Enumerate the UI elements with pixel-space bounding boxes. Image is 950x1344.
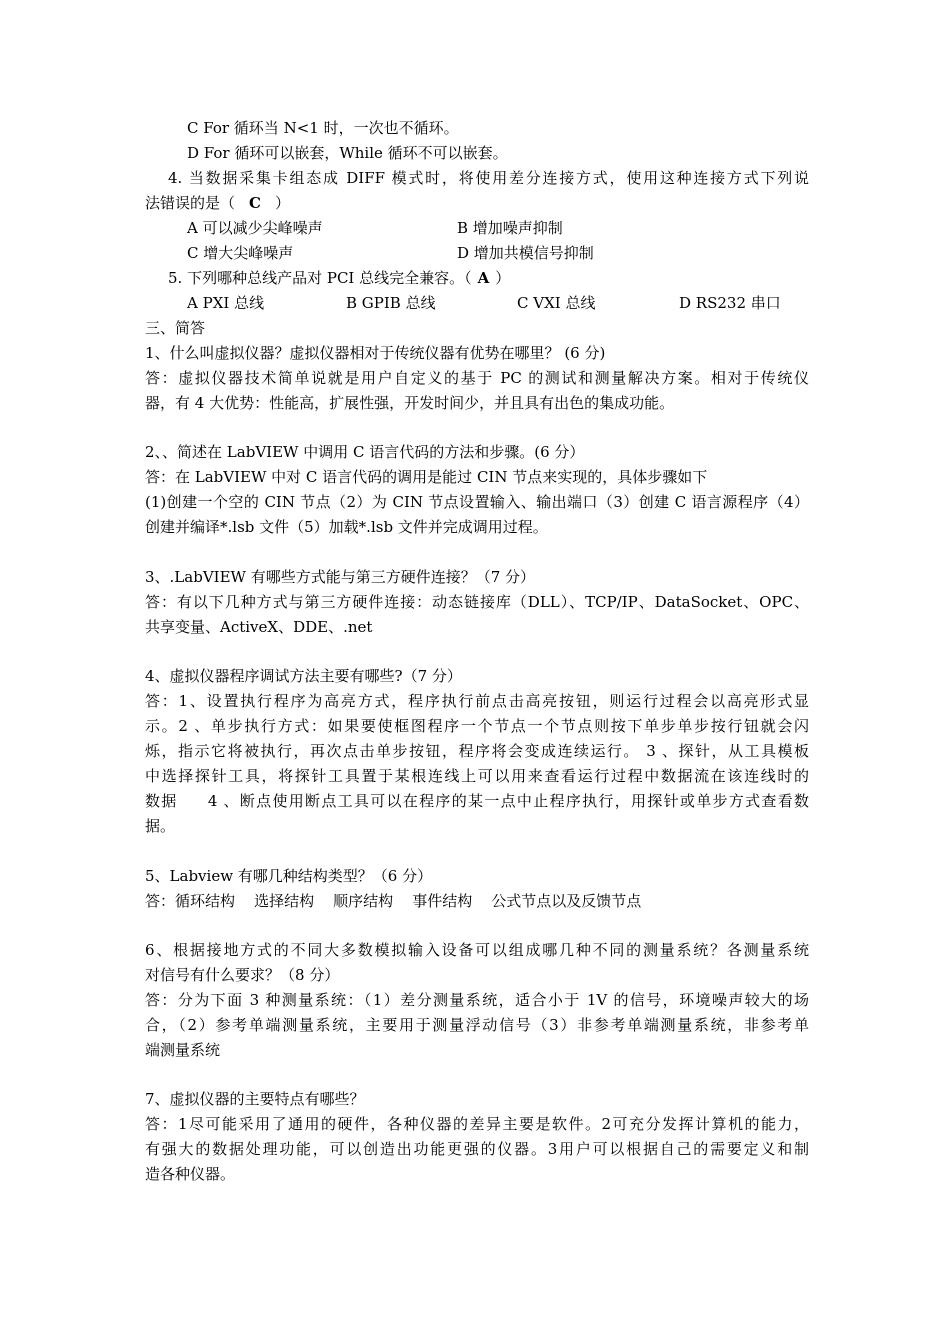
sa6-answer-line1: 答：分为下面 3 种测量系统：（1）差分测量系统，适合小于 1V 的信号，环境噪声较大的场 (145, 991, 809, 1009)
q4-stem-pre: 法错误的是（ (145, 194, 236, 212)
sa3-answer-line1: 答：有以下几种方式与第三方硬件连接：动态链接库（DLL）、TCP/IP、DataSocket、OPC、 (145, 593, 809, 611)
section3-title: 三、简答 (145, 319, 206, 337)
sa7-question: 7、虚拟仪器的主要特点有哪些？ (145, 1090, 365, 1108)
q5-option-d: D RS232 串口 (679, 294, 781, 312)
q5-stem (168, 268, 832, 288)
q5-option-c: C VXI 总线 (517, 294, 596, 312)
sa6-question-line2: 对信号有什么要求？（8 分） (145, 966, 340, 984)
q4-option-b: B 增加噪声抑制 (457, 219, 563, 237)
q3-option-d: D For 循环可以嵌套，While 循环不可以嵌套。 (187, 144, 508, 162)
q3-option-c: C For 循环当 N<1 时，一次也不循环。 (187, 119, 459, 137)
sa2-answer-line1: 答：在 LabVIEW 中对 C 语言代码的调用是能过 CIN 节点来实现的，具体步骤如下 (145, 468, 708, 486)
sa2-answer-line3: 创建并编译*.lsb 文件（5）加载*.lsb 文件并完成调用过程。 (145, 518, 548, 536)
sa4-question: 4、虚拟仪器程序调试方法主要有哪些?（7 分） (145, 667, 462, 685)
q5-stem-pre: 5. 下列哪种总线产品对 PCI 总线完全兼容。（ (168, 269, 472, 287)
q4-stem-line1: 4. 当数据采集卡组态成 DIFF 模式时，将使用差分连接方式，使用这种连接方式下列说 (168, 169, 809, 187)
sa7-answer-line3: 造各种仪器。 (145, 1165, 236, 1183)
sa2-question: 2、、简述在 LabVIEW 中调用 C 语言代码的方法和步骤。(6 分） (145, 443, 585, 461)
sa6-answer-line3: 端测量系统 (145, 1041, 221, 1059)
q5-option-b: B GPIB 总线 (346, 294, 436, 312)
q5-option-a: A PXI 总线 (187, 294, 265, 312)
sa4-answer-line5: 数据 4 、断点使用断点工具可以在程序的某一点中止程序执行，用探针或单步方式查看数 (145, 792, 809, 810)
sa5-answer-line1: 答：循环结构 选择结构 顺序结构 事件结构 公式节点以及反馈节点 (145, 892, 642, 910)
sa6-question-line1: 6、根据接地方式的不同大多数模拟输入设备可以组成哪几种不同的测量系统？各测量系统 (145, 941, 809, 959)
q4-option-a: A 可以减少尖峰噪声 (187, 219, 323, 237)
sa4-answer-line4: 中选择探针工具，将探针工具置于某根连线上可以用来查看运行过程中数据流在该连线时的 (145, 767, 809, 785)
sa4-answer-line6: 据。 (145, 817, 176, 835)
sa4-answer-line3: 烁，指示它将被执行，再次点击单步按钮，程序将会变成连续运行。 3 、探针，从工具模板 (145, 742, 809, 760)
sa5-question: 5、Labview 有哪几种结构类型？（6 分） (145, 867, 433, 885)
q4-option-c: C 增大尖峰噪声 (187, 244, 294, 262)
q5-stem-post: ） (495, 269, 511, 287)
sa7-answer-line1: 答：1尽可能采用了通用的硬件，各种仪器的差异主要是软件。2可充分发挥计算机的能力， (145, 1115, 809, 1133)
q4-stem-line2 (145, 193, 809, 213)
sa1-answer-line1: 答：虚拟仪器技术简单说就是用户自定义的基于 PC 的测试和测量解决方案。相对于传统仪 (145, 369, 809, 387)
sa7-answer-line2: 有强大的数据处理功能，可以创造出功能更强的仪器。3用户可以根据自己的需要定义和制 (145, 1140, 809, 1158)
sa2-answer-line2: (1)创建一个空的 CIN 节点（2）为 CIN 节点设置输入、输出端口（3）创建 C 语言源程序（4） (145, 493, 809, 511)
sa1-answer-line2: 器，有 4 大优势：性能高，扩展性强，开发时间少，并且具有出色的集成功能。 (145, 394, 675, 412)
q4-option-d: D 增加共模信号抑制 (457, 244, 594, 262)
q5-answer: A (477, 269, 490, 287)
sa1-question: 1、什么叫虚拟仪器？虚拟仪器相对于传统仪器有优势在哪里？ (6 分) (145, 344, 606, 362)
sa4-answer-line2: 示。2 、单步执行方式：如果要使框图程序一个节点一个节点则按下单步单步按行钮就会闪 (145, 717, 809, 735)
sa6-answer-line2: 合，（2）参考单端测量系统，主要用于测量浮动信号（3）非参考单端测量系统，非参考单 (145, 1016, 809, 1034)
sa3-question: 3、.LabVIEW 有哪些方式能与第三方硬件连接？（7 分） (145, 568, 536, 586)
sa3-answer-line2: 共享变量、ActiveX、DDE、.net (145, 618, 373, 636)
q4-stem-post: ） (274, 194, 290, 212)
q4-answer: C (249, 194, 261, 212)
sa4-answer-line1: 答：1、设置执行程序为高亮方式，程序执行前点击高亮按钮，则运行过程会以高亮形式显 (145, 692, 809, 710)
